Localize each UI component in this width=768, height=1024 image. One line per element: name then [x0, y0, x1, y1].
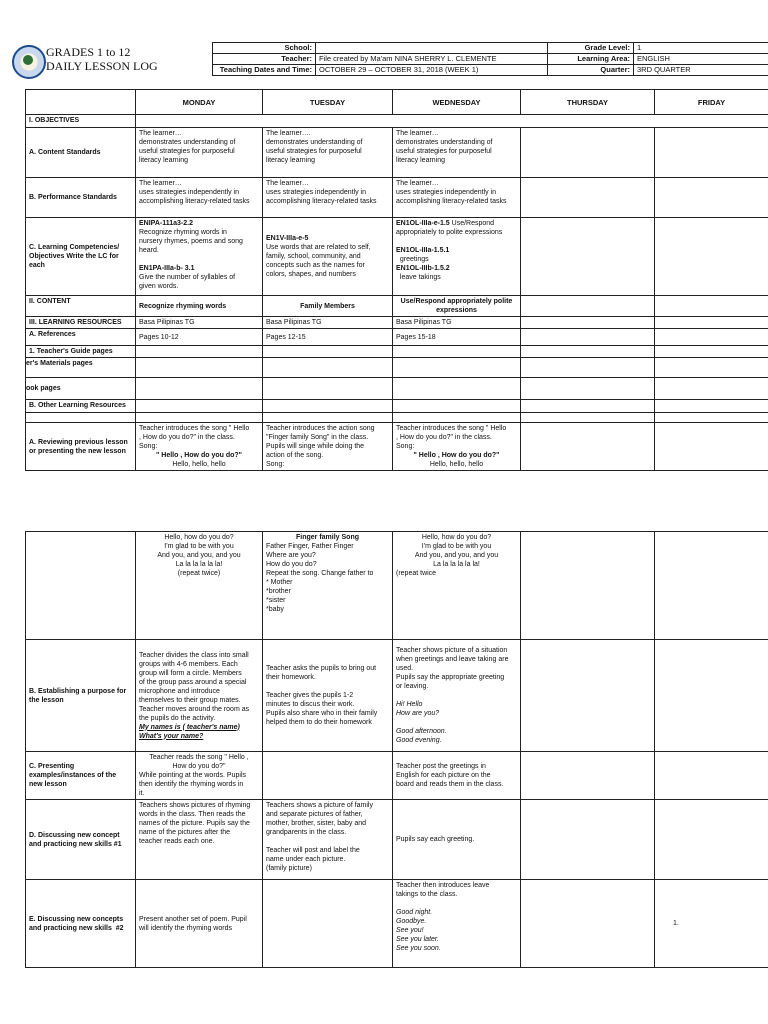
song-wed	[393, 532, 521, 640]
content-wed: Use/Respond appropriately polite expressions	[393, 296, 521, 317]
title-daily-lesson-log: DAILY LESSON LOG	[46, 59, 158, 73]
competency-text: Use words that are related to self, family, school, community, and concepts such as the names for colors, shapes, and numbers	[266, 244, 371, 278]
presenting-wed: Teacher post the greetings in English for each picture on the board and reads them in the class.	[393, 752, 521, 800]
song-title: Finger family Song	[295, 534, 359, 541]
discussing1-mon: Teachers shows pictures of rhyming words in the class. Then reads the names of the picture. Pupils say the name of the pictures after the teacher reads each one.	[136, 800, 263, 880]
purpose-text: Teacher shows picture of a situation when greetings and leave taking are used. Pupils say the appropriate greeting or leaving.	[396, 647, 509, 690]
area-label: Learning Area:	[548, 54, 634, 65]
content-label: II. CONTENT	[26, 296, 136, 317]
dates-value: OCTOBER 29 – OCTOBER 31, 2018 (WEEK 1)	[316, 65, 548, 76]
references-wed: Pages 15-18	[393, 329, 521, 346]
competency-code: EN1OL-IIIa-e-1.5	[396, 220, 450, 227]
greeting-examples: Good afternoon. Good evening.	[396, 728, 447, 744]
discussing1-label: D. Discussing new concept and practicing new skills #1	[26, 800, 136, 880]
song-lines: Father Finger, Father Finger Where are you? How do you do? Repeat the song. Change father to * Mother *brother *sister *baby	[266, 543, 374, 613]
song-title: " Hello , How do you do?"	[413, 452, 500, 459]
teacher-label: Teacher:	[213, 54, 316, 65]
content-standards-tue: The learner…. demonstrates understanding of useful strategies for purposeful literacy learning	[263, 128, 393, 178]
day-thursday: THURSDAY	[521, 90, 655, 115]
purpose-prompt: What's your name?	[139, 732, 204, 740]
competency-text: leave takings	[396, 274, 441, 281]
song-line: Hello, hello, hello	[429, 461, 484, 468]
quarter-value: 3RD QUARTER	[634, 65, 768, 76]
competency-code: EN1PA-IIIa-b- 3.1	[139, 265, 195, 272]
day-monday: MONDAY	[136, 90, 263, 115]
competency-code: EN1OL-IIIb-1.5.2	[396, 265, 450, 272]
discussing2-mon: Present another set of poem. Pupil will identify the rhyming words	[136, 880, 263, 968]
other-resources-label: B. Other Learning Resources	[26, 400, 136, 413]
competencies-label: C. Learning Competencies/ Objectives Write the LC for each	[26, 218, 136, 296]
content-standards-wed: The learner… demonstrates understanding of useful strategies for purposeful literacy learning	[393, 128, 521, 178]
lesson-table-bottom	[25, 531, 768, 968]
lesson-table-top	[25, 89, 768, 471]
teacher-value: File created by Ma'am NINA SHERRY L. CLEMENTE	[316, 54, 548, 65]
resources-label: III. LEARNING RESOURCES	[26, 317, 136, 329]
competency-text: greetings	[396, 256, 429, 263]
leave-taking-text: Teacher then introduces leave takings to the class.	[396, 882, 490, 898]
reviewing-tue: Teacher introduces the action song "Finger family Song" in the class. Pupils will singe while doing the action of the song. Song:	[263, 423, 393, 471]
competency-code: EN1V-IIIa-e-5	[266, 235, 309, 242]
performance-standards-mon: The learner… uses strategies independently in accomplishing literacy-related tasks	[136, 178, 263, 218]
purpose-label: B. Establishing a purpose for the lesson	[26, 640, 136, 752]
competency-code: ENIPA-111a3-2.2	[139, 220, 193, 227]
day-tuesday: TUESDAY	[263, 90, 393, 115]
resources-mon: Basa Pilipinas TG	[136, 317, 263, 329]
discussing2-wed	[393, 880, 521, 968]
dates-label: Teaching Dates and Time:	[213, 65, 316, 76]
content-standards-label: A. Content Standards	[26, 128, 136, 178]
deped-seal	[12, 45, 46, 79]
references-mon: Pages 10-12	[136, 329, 263, 346]
presenting-mon	[136, 752, 263, 800]
song-lines: Hello, how do you do? I'm glad to be with you And you, and you, and you La la la la la la!	[414, 534, 499, 568]
day-friday: FRIDAY	[655, 90, 768, 115]
school-label: School:	[213, 43, 316, 54]
title-grades: GRADES 1 to 12	[46, 45, 131, 59]
reviewing-label: A. Reviewing previous lesson or presenting the new lesson	[26, 423, 136, 471]
discussing2-fri: 1.	[655, 880, 768, 968]
song-tue	[263, 532, 393, 640]
song-repeat: (repeat twice	[396, 570, 437, 577]
corner-cell	[26, 90, 136, 115]
objectives-label: I. OBJECTIVES	[26, 115, 136, 128]
resources-tue: Basa Pilipinas TG	[263, 317, 393, 329]
day-wednesday: WEDNESDAY	[393, 90, 521, 115]
presenting-text: While pointing at the words. Pupils then identify the rhyming words in it.	[139, 772, 246, 797]
leave-taking-examples: Good night. Goodbye. See you! See you later. See you soon.	[396, 909, 441, 952]
materials-pages-label: er's Materials pages	[26, 358, 136, 378]
purpose-wed	[393, 640, 521, 752]
grade-value: 1	[634, 43, 768, 54]
school-value	[316, 43, 548, 54]
grade-label: Grade Level:	[548, 43, 634, 54]
competencies-tue	[263, 218, 393, 296]
competency-text: Give the number of syllables of given words.	[139, 274, 236, 290]
discussing1-tue: Teachers shows a picture of family and separate pictures of father, mother, brother, sister, baby and grandparents in the class. Teacher will post and label the name under each picture. (family picture)	[263, 800, 393, 880]
competencies-wed	[393, 218, 521, 296]
references-tue: Pages 12-15	[263, 329, 393, 346]
song-line: Hello, hello, hello	[172, 461, 226, 468]
references-label: A. References	[26, 329, 136, 346]
content-tue: Family Members	[263, 296, 393, 317]
discussing2-label: E. Discussing new concepts and practicing new skills #2	[26, 880, 136, 968]
competency-text: Recognize rhyming words in nursery rhymes, poems and song heard.	[139, 229, 243, 254]
reviewing-text: Teacher introduces the song " Hello , How do you do?" in the class. Song:	[139, 425, 250, 450]
purpose-prompt: My names is ( teacher's name)	[139, 723, 240, 731]
area-value: ENGLISH	[634, 54, 768, 65]
reviewing-text: Teacher introduces the song " Hello , How do you do?" in the class. Song:	[396, 425, 507, 450]
presenting-label: C. Presenting examples/instances of the new lesson	[26, 752, 136, 800]
presenting-text: Teacher reads the song " Hello , How do you do?"	[149, 754, 249, 770]
greeting-examples: Hi! Hello How are you?	[396, 701, 440, 717]
quarter-label: Quarter:	[548, 65, 634, 76]
purpose-mon	[136, 640, 263, 752]
reviewing-wed	[393, 423, 521, 471]
reviewing-mon	[136, 423, 263, 471]
performance-standards-wed: The learner… uses strategies independently in accomplishing literacy-related tasks	[393, 178, 521, 218]
performance-standards-tue: The learner… uses strategies independently in accomplishing literacy-related tasks	[263, 178, 393, 218]
competencies-mon	[136, 218, 263, 296]
resources-wed: Basa Pilipinas TG	[393, 317, 521, 329]
performance-standards-label: B. Performance Standards	[26, 178, 136, 218]
discussing1-wed: Pupils say each greeting.	[393, 800, 521, 880]
purpose-text: Teacher divides the class into small groups with 4-6 members. Each group will form a circle. Members of the group pass around a special microphone and introduce themselves to their group mates. Teacher moves around the room as the pupils do the activity.	[139, 651, 250, 722]
competency-code: EN1OL-IIIa-1.5.1	[396, 247, 450, 254]
song-mon: Hello, how do you do? I'm glad to be with you And you, and you, and you La la la la la la! (repeat twice)	[136, 532, 263, 640]
competency-text: Use/Respond appropriately to polite expressions	[396, 220, 503, 236]
content-mon: Recognize rhyming words	[136, 296, 263, 317]
purpose-tue: Teacher asks the pupils to bring out their homework. Teacher gives the pupils 1-2 minutes to discus their work. Pupils also share who in their family helped them to do their homework	[263, 640, 393, 752]
guide-pages-label: 1. Teacher's Guide pages	[26, 346, 136, 358]
header-info-table	[212, 42, 768, 76]
content-standards-mon: The learner… demonstrates understanding of useful strategies for purposeful literacy learning	[136, 128, 263, 178]
song-title: " Hello , How do you do?"	[156, 452, 242, 459]
textbook-pages-label: ook pages	[26, 378, 136, 400]
